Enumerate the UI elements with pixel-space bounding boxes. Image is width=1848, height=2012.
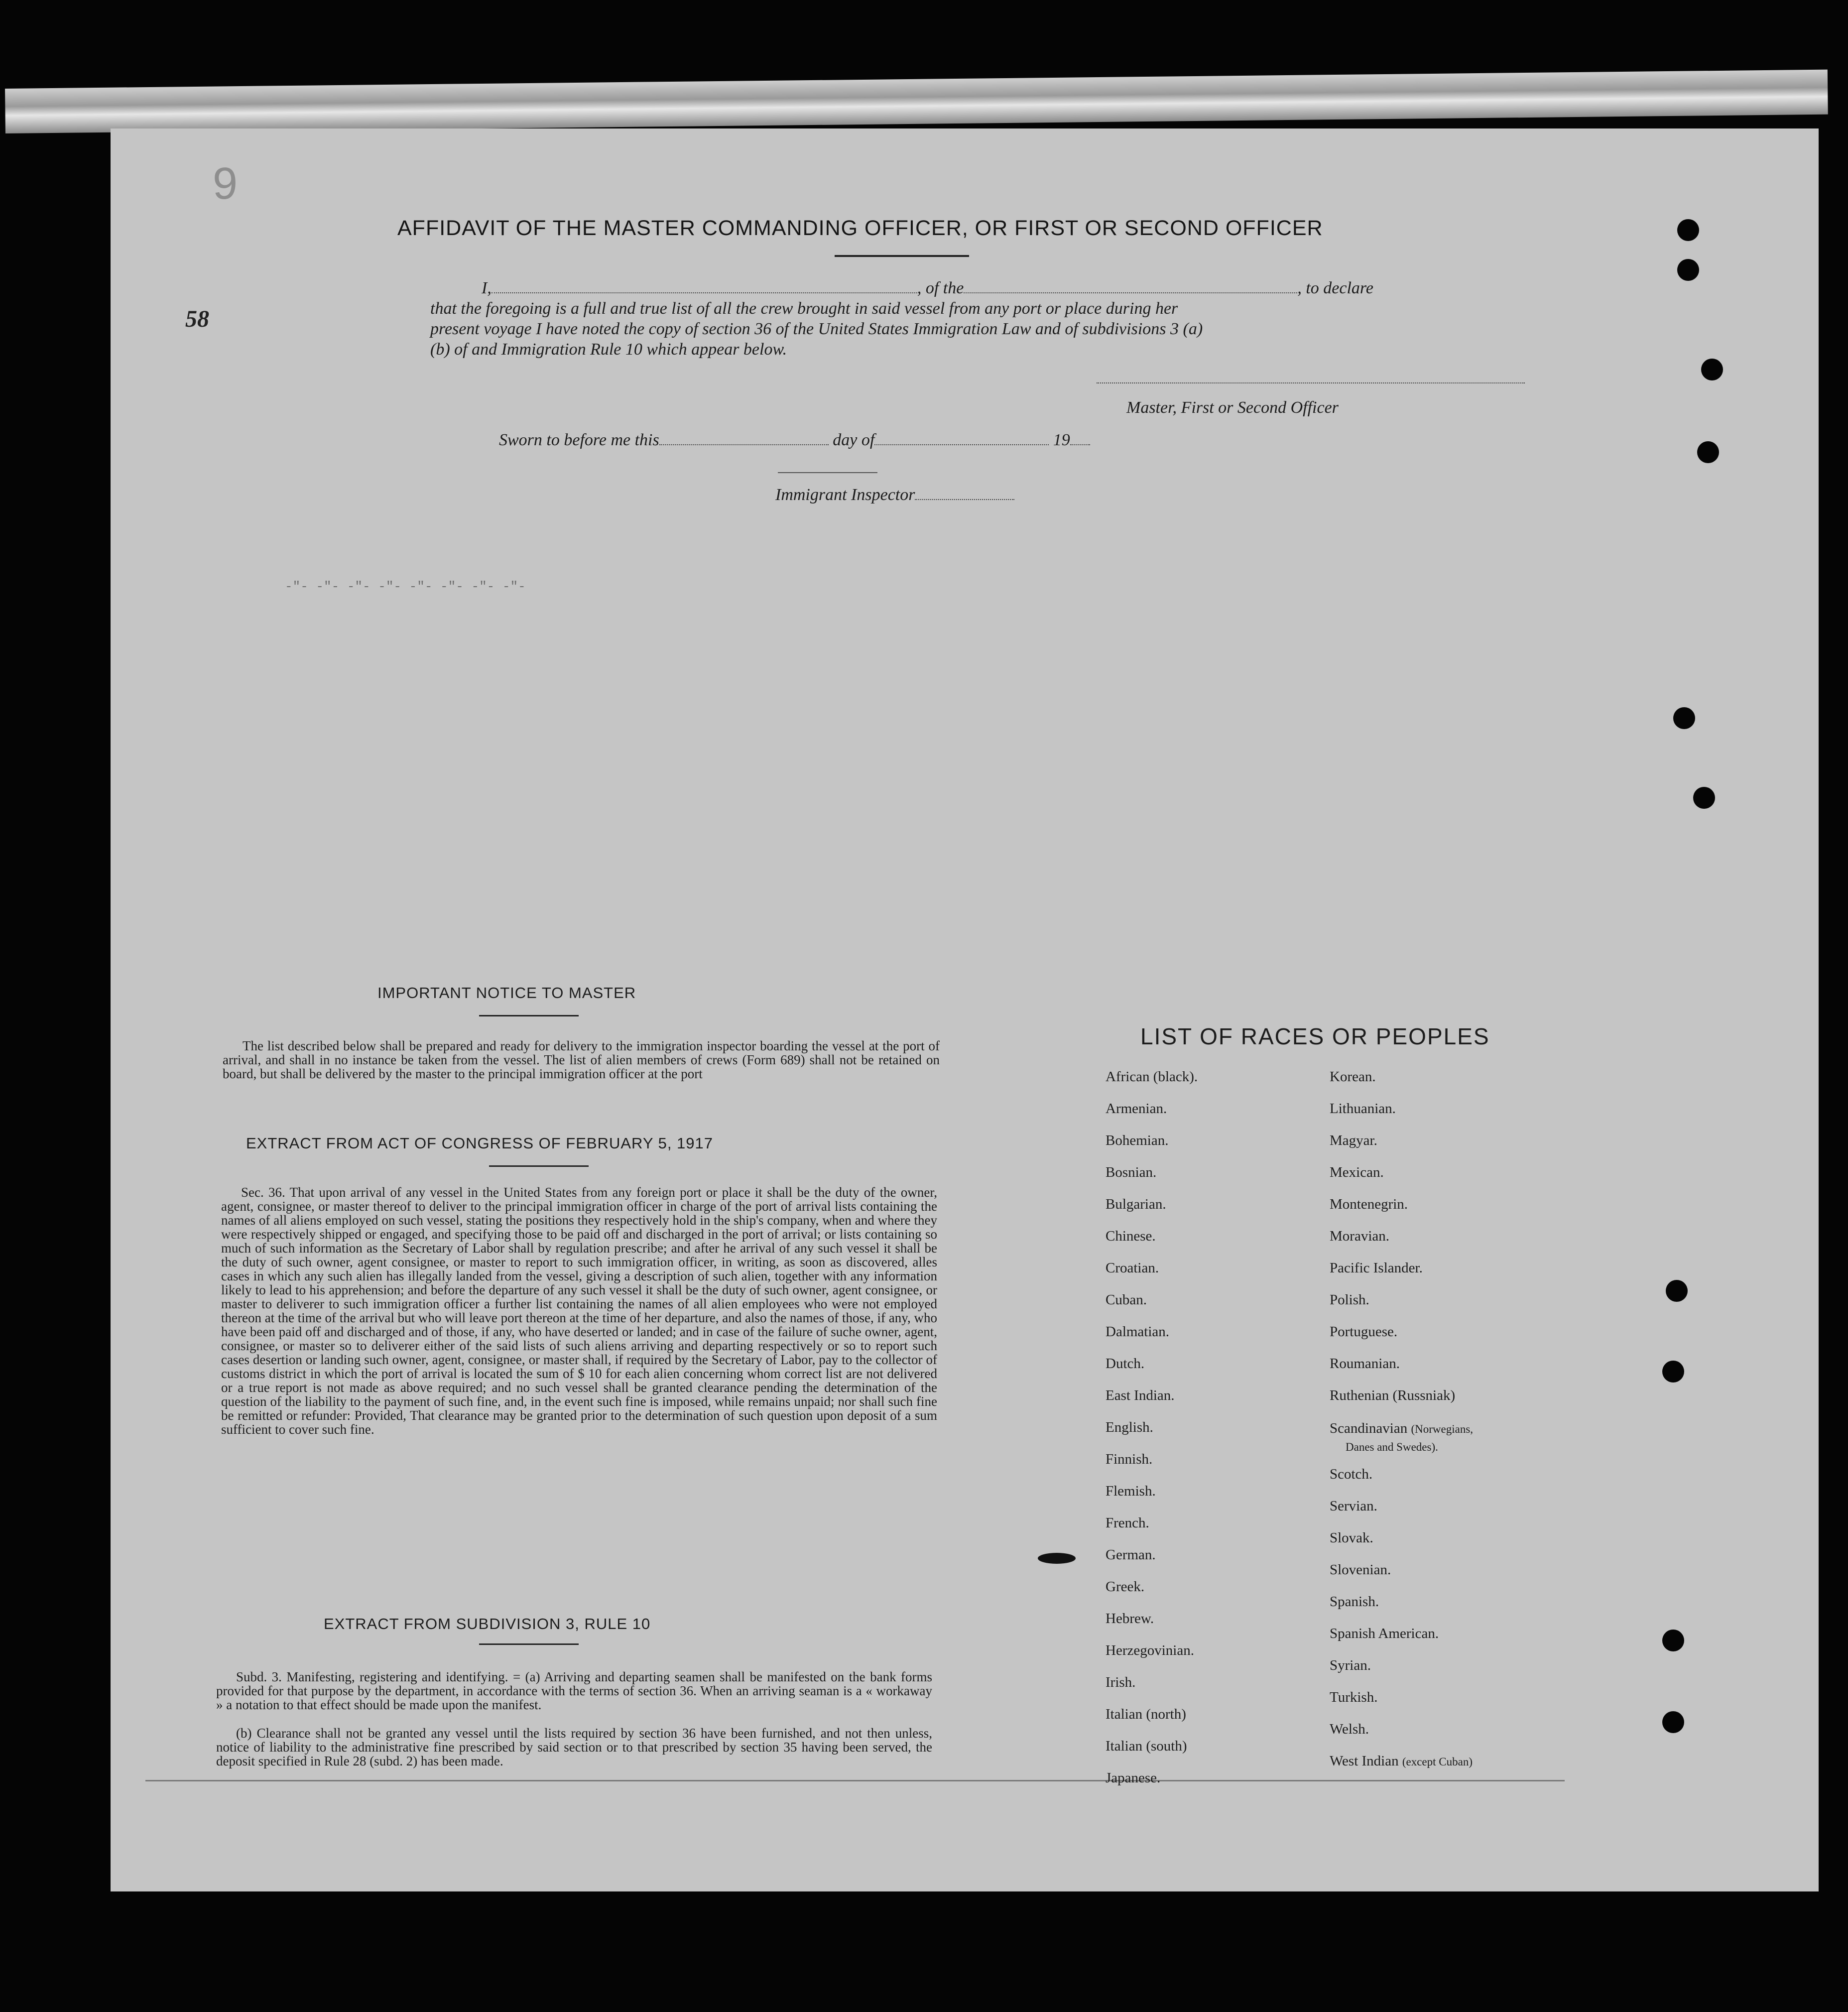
race-item: Bosnian. [1106, 1164, 1157, 1180]
inspector-field[interactable] [915, 499, 1014, 500]
punch-hole [1697, 441, 1719, 463]
name-field[interactable] [492, 292, 917, 293]
race-note: (Norwegians, [1411, 1423, 1474, 1435]
punch-hole [1701, 359, 1723, 380]
race-item: Turkish. [1330, 1689, 1378, 1705]
race-item: Portuguese. [1330, 1324, 1398, 1340]
title-rule [835, 255, 969, 257]
race-item: Moravian. [1330, 1228, 1389, 1244]
extract-rule-heading: EXTRACT FROM SUBDIVISION 3, RULE 10 [324, 1615, 651, 1633]
race-note: (except Cuban) [1402, 1756, 1473, 1768]
race-item: Hebrew. [1106, 1611, 1154, 1627]
punch-hole [1662, 1630, 1684, 1651]
race-item: German. [1106, 1547, 1156, 1563]
race-item: Spanish American. [1330, 1626, 1439, 1641]
race-item: Servian. [1330, 1498, 1377, 1514]
race-item: French. [1106, 1515, 1149, 1531]
of-the-label: , of the [917, 279, 964, 297]
race-item: Montenegrin. [1330, 1196, 1408, 1212]
inspector-line [775, 485, 1014, 505]
race-item: Slovenian. [1330, 1562, 1391, 1578]
punch-hole [1662, 1711, 1684, 1733]
affidavit-line-1 [482, 278, 1522, 298]
affidavit-title: AFFIDAVIT OF THE MASTER COMMANDING OFFICER, OR FIRST OR SECOND OFFICER [397, 216, 1323, 240]
sworn-line [499, 430, 1090, 450]
notice-heading: IMPORTANT NOTICE TO MASTER [377, 984, 636, 1002]
race-item: Japanese. [1106, 1770, 1161, 1786]
race-item: East Indian. [1106, 1387, 1175, 1403]
sworn-day-field[interactable] [659, 444, 829, 445]
punch-hole [1677, 219, 1699, 241]
race-note: Danes and Swedes). [1346, 1441, 1438, 1453]
notice-text: The list described below shall be prepared and ready for delivery to the immigration inspector boarding the vessel at the port of arrival, and shall in no instance be taken from the vessel. The list of alien members of crews (Form 689) shall not be retained on board, but shall be delivered by the master to the principal immigration officer at the port [223, 1038, 940, 1081]
punch-hole [1666, 1280, 1688, 1302]
race-item: Finnish. [1106, 1451, 1153, 1467]
race-item: English. [1106, 1419, 1153, 1435]
race-item: Bohemian. [1106, 1132, 1169, 1148]
page-number-mark: 9 [213, 159, 238, 209]
race-item: Syrian. [1330, 1657, 1371, 1673]
extract-rule-rule [479, 1643, 579, 1645]
race-item: Lithuanian. [1330, 1101, 1396, 1117]
punch-hole [1662, 1361, 1684, 1383]
to-declare-label: , to declare [1297, 279, 1373, 297]
punch-hole [1693, 787, 1715, 809]
race-note-line2 [1346, 1438, 1438, 1455]
race-item: Roumanian. [1330, 1356, 1400, 1372]
film-edge-strip [5, 70, 1828, 133]
race-item: Chinese. [1106, 1228, 1156, 1244]
race-item: Slovak. [1330, 1530, 1373, 1546]
race-item: African (black). [1106, 1069, 1198, 1085]
extract-rule-text-a: Subd. 3. Manifesting, registering and identifying. = (a) Arriving and departing seamen shall be manifested on the bank forms provided for that purpose by the department, in accordance with the terms of section 36. When an arriving seaman is a « workaway » a notation to that effect should be made upon the manifest. [216, 1669, 932, 1712]
affidavit-line-3: present voyage I have noted the copy of section 36 of the United States Immigration Law and of subdivisions 3 (a) [430, 320, 1203, 338]
affidavit-line-4: (b) of and Immigration Rule 10 which appear below. [430, 340, 787, 359]
race-item: Bulgarian. [1106, 1196, 1166, 1212]
bottom-rule [145, 1780, 1565, 1781]
race-item: Scandinavian [1330, 1420, 1408, 1436]
race-item: Flemish. [1106, 1483, 1156, 1499]
race-item: Ruthenian (Russniak) [1330, 1387, 1456, 1403]
races-heading: LIST OF RACES OR PEOPLES [1140, 1023, 1490, 1049]
punch-hole [1677, 259, 1699, 281]
race-item: Scotch. [1330, 1466, 1373, 1482]
race-item: Cuban. [1106, 1292, 1147, 1308]
inspector-rule [778, 472, 877, 473]
day-of-label: day of [833, 431, 875, 449]
sworn-year-field[interactable] [1070, 444, 1090, 445]
race-item: Italian (south) [1106, 1738, 1187, 1754]
signature-line[interactable] [1097, 382, 1525, 383]
affidavit-line-2: that the foregoing is a full and true list of all the crew brought in said vessel from any port or place during her [430, 299, 1178, 318]
sworn-month-field[interactable] [874, 444, 1049, 445]
sworn-label: Sworn to before me this [499, 431, 659, 449]
document-page: -"- -"- -"- -"- -"- -"- -"- -"- 9 58 AFFIDAVIT OF THE MASTER COMMANDING OFFICER, OR FIRST OR SECOND OFFICER I, , of the , to declare that the foregoing is a full and true list of all the crew brought in said vessel from any port or place during her present voyage I have noted the copy of section 36 of the United States Immigration Law and of subdivisions 3 (a) (b) of and Immigration Rule 10 which appear below. Master, First or Second Officer Sworn to before me this day of 19 Immigrant Inspector IMPORTANT NOTICE TO MASTER The list described below shall be prepared and ready for delivery to the immigration inspector boarding the vessel at the port of arrival, and shall in no instance be taken from the vessel. The list of alien members of crews (Form 689) shall not be retained on board, but shall be delivered by the master to the principal immigration officer at the port EXTRACT FROM ACT OF CONGRESS OF FEBRUARY 5, 1917 Sec. 36. That upon arrival of any vessel in the United States from any foreign port or place it shall be the duty of the owner, agent, consignee, or master thereof to deliver to the principal immigration officer in charge of the port of arrival lists containing the names of all aliens employed on such vessel, stating the positions they respectively hold in the ship's company, when and where they were respectively shipped or engaged, and specifying those to be paid off and discharged in the port of arrival; or lists containing so much of such information as the Secretary of Labor shall by regulation prescribe; and after he arrival of any such vessel it shall be the duty of such owner, agent consignee, or master to report to such immigration officer, in writing, as soon as discovered, alles cases in which any such alien has illegally landed from the vessel, giving a description of such alien, together with any information likely to lead to his apprehension; and before the departure of any such vessel it shall be the duty of such owner, agent consignee, or master to deliverer to such immigration officer a further list containing the names of all alien employees who were not employed thereon at the time of the arrival but who will leave port thereon at the time of her departure, and also the names of those, if any, who have been paid off and discharged and of those, if any, who have deserted or landed; and in case of the failure of suche owner, agent, consignee, or master so to deliverer either of the said lists of such aliens arriving and departing respectively or so to report such cases desertion or landing such owner, agent, consignee, or master shall, if required by the Secretary of Labor, pay to the collector of customs district in which the port of arrival is located the sum of $ 10 for each alien concerning whom correct list are not delivered or a true report is not made as above required; and no such vessel shall be granted clearance pending the determination of the question of the liability to the payment of such fine, and, in the event such fine is imposed, while remains unpaid; nor shall such fine be remitted or refunder: Provided, That clearance may be granted prior to the determination of such question upon deposit of a sum sufficient to cover such fine. EXTRACT FROM SUBDIVISION 3, RULE 10 Subd. 3. Manifesting, registering and identifying. = (a) Arriving and departing seamen shall be manifested on the bank forms provided for that purpose by the department, in accordance with the terms of section 36. When an arriving seaman is a « workaway » a notation to that effect should be made upon the manifest. (b) Clearance shall not be granted any vessel until the lists required by section 36 have been furnished, and not then unless, notice of liability to the administrative fine prescribed by said section or to that prescribed by section 35 having been served, the deposit specified in Rule 28 (subd. 2) has been made. LIST OF RACES OR PEOPLES African (black). Armenian. Bohemian. Bosnian. Bulgarian. Chinese. Croatian. Cuban. Dalmatian. Dutch. East Indian. English. Finnish. Flemish. French. German. Greek. Hebrew. Herzegovinian. Irish. Italian (north) Italian (south) Japanese. Korean. Lithuanian. Magyar. Mexican. Montenegrin. Moravian. Pacific Islander. Polish. Portuguese. Roumanian. Ruthenian (Russniak) Scandinavian (Norwegians, Danes and Swedes). Scotch. Servian. Slovak. Slovenian. Spanish. Spanish American. Syrian. Turkish. Welsh. West Indian (except Cuban) [111, 128, 1819, 1891]
vessel-field[interactable] [964, 292, 1297, 293]
race-item: Herzegovinian. [1106, 1642, 1194, 1658]
race-item-scandinavian [1330, 1420, 1473, 1437]
signature-label: Master, First or Second Officer [1126, 398, 1339, 417]
extract-act-text: Sec. 36. That upon arrival of any vessel in the United States from any foreign port or place it shall be the duty of the owner, agent, consignee, or master thereof to deliver to the principal immigration officer in charge of the port of arrival lists containing the names of all aliens employed on such vessel, stating the positions they respectively hold in the ship's company, when and where they were respectively shipped or engaged, and specifying those to be paid off and discharged in the port of arrival; or lists containing so much of such information as the Secretary of Labor shall by regulation prescribe; and after he arrival of any such vessel it shall be the duty of such owner, agent consignee, or master to report to such immigration officer, in writing, as soon as discovered, alles cases in which any such alien has illegally landed from the vessel, giving a description of such alien, together with any information likely to lead to his apprehension; and before the departure of any such vessel it shall be the duty of such owner, agent consignee, or master to deliverer to such immigration officer a further list containing the names of all alien employees who were not employed thereon at the time of the arrival but who will leave port thereon at the time of her departure, and also the names of those, if any, who have been paid off and discharged and of those, if any, who have deserted or landed; and in case of the failure of suche owner, agent, consignee, or master so to deliverer either of the said lists of such aliens arriving and departing respectively or so to report such cases desertion or landing such owner, agent, consignee, or master shall, if required by the Secretary of Labor, pay to the collector of customs district in which the port of arrival is located the sum of $ 10 for each alien concerning whom correct list are not delivered or a true report is not made as above required; and no such vessel shall be granted clearance pending the determination of the question of the liability to the payment of such fine, and, in the event such fine is imposed, while remains unpaid; nor shall such fine be remitted or refunder: Provided, That clearance may be granted prior to the determination of such question upon deposit of a sum sufficient to cover such fine. [221, 1185, 937, 1437]
race-item: Magyar. [1330, 1132, 1377, 1148]
race-item-west-indian [1330, 1753, 1473, 1769]
race-item: Greek. [1106, 1579, 1145, 1595]
inspector-label: Immigrant Inspector [775, 486, 915, 504]
ink-blot [1038, 1553, 1076, 1564]
race-item: Welsh. [1330, 1721, 1369, 1737]
notice-rule [479, 1015, 579, 1016]
margin-note: 58 [185, 306, 209, 332]
race-item: Spanish. [1330, 1594, 1379, 1610]
extract-rule-text-b: (b) Clearance shall not be granted any vessel until the lists required by section 36 have been furnished, and not then unless, notice of liability to the administrative fine prescribed by said section or to that prescribed by section 35 having been served, the deposit specified in Rule 28 (subd. 2) has been made. [216, 1726, 932, 1768]
race-item: Armenian. [1106, 1101, 1167, 1117]
race-item: Dutch. [1106, 1356, 1145, 1372]
race-item: Croatian. [1106, 1260, 1159, 1276]
extract-act-rule [489, 1165, 589, 1167]
race-item: Mexican. [1330, 1164, 1384, 1180]
race-item: Irish. [1106, 1674, 1136, 1690]
extract-act-heading: EXTRACT FROM ACT OF CONGRESS OF FEBRUARY 5, 1917 [246, 1134, 714, 1152]
race-item: Korean. [1330, 1069, 1376, 1085]
year-label: 19 [1053, 431, 1070, 449]
race-item: Italian (north) [1106, 1706, 1186, 1722]
race-item: Polish. [1330, 1292, 1369, 1308]
i-label: I, [482, 279, 492, 297]
race-item: Pacific Islander. [1330, 1260, 1423, 1276]
race-item: West Indian [1330, 1753, 1399, 1769]
punch-hole [1673, 707, 1695, 729]
race-item: Dalmatian. [1106, 1324, 1170, 1340]
